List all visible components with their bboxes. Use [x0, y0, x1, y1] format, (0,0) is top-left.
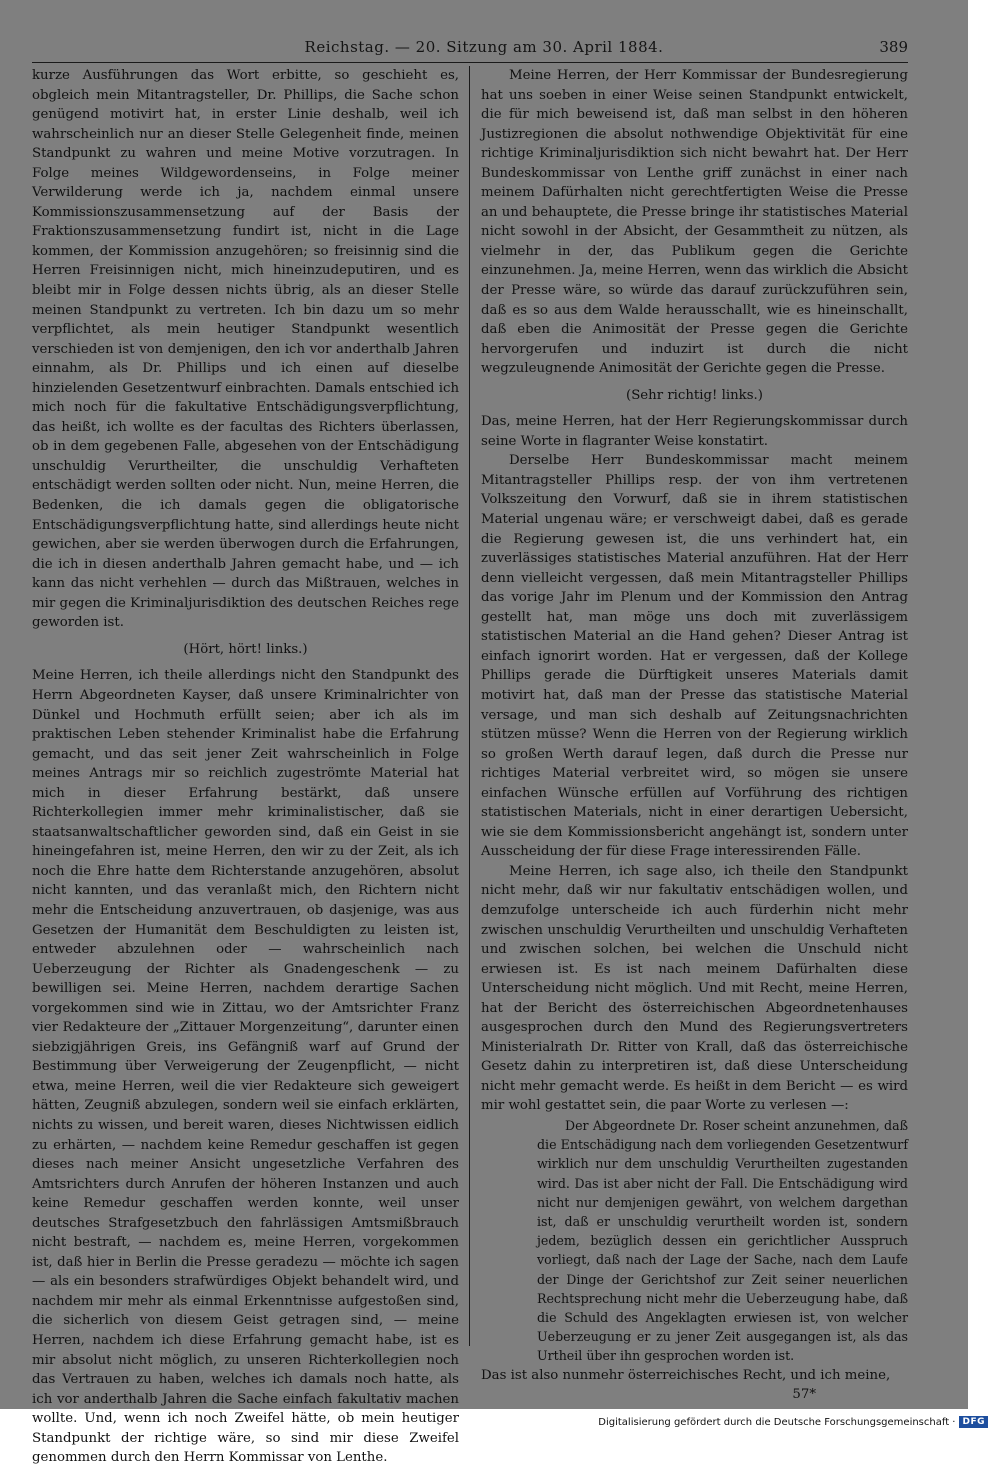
digitization-credit [598, 1416, 988, 1428]
left-paragraph-1: kurze Ausführungen das Wort erbitte, so geschieht es, obgleich mein Mitantragsteller, Dr. Phillips, die Sache schon genügend motivirt hat, in erster Linie deshalb, weil ich wahrscheinlich nur an dieser Stelle Gelegenheit finde, meinen Standpunkt zu wahren und meine Motive vorzutragen. In Folge meines Wildgewordenseins, in Folge meiner Verwilderung werde ich ja, nachdem einmal unsere Kommissionszusammensetzung auf der Basis der Fraktionszusammensetzung fundirt ist, nicht in die Lage kommen, der Kommission anzugehören; so freisinnig sind die Herren Freisinnigen nicht, mich hineinzudeputiren, und es bleibt mir in Folge dessen nichts übrig, als an dieser Stelle meinen Standpunkt zu vertreten. Ich bin dazu um so mehr verpflichtet, als mein heutiger Standpunkt wesentlich verschieden ist von demjenigen, den ich vor anderthalb Jahren einnahm, als Dr. Phillips und ich einen auf dieselbe hinzielenden Gesetzentwurf einbrachten. Damals entschied ich mich noch für die fakultative Entschädigungsverpflichtung, das heißt, ich wollte es der facultas des Richters überlassen, ob in dem gegebenen Falle, abgesehen von der Entschädigung unschuldig Verurtheilter, die unschuldig Verhafteten entschädigt werden sollten oder nicht. Nun, meine Herren, die Bedenken, die ich damals gegen die obligatorische Entschädigungsverpflichtung hatte, sind allerdings heute nicht gewichen, aber sie werden überwogen durch die Erfahrungen, die ich in diesen anderthalb Jahren gemacht habe, und — ich kann das nicht verhehlen — durch das Mißtrauen, welches in mir gegen die Kriminaljurisdiktion des deutschen Reiches rege geworden ist. [32, 68, 460, 631]
credit-text: Digitalisierung gefördert durch die Deutsche Forschungsgemeinschaft · [598, 1416, 956, 1428]
dfg-logo: DFG [959, 1416, 988, 1428]
left-column [32, 66, 459, 1468]
column-divider [469, 66, 470, 1346]
report-quotation: Der Abgeordnete Dr. Roser scheint anzunehmen, daß die Entschädigung nach dem vorliegenden Gesetzentwurf wirklich nur dem unschuldig Verurtheilten zugestanden wird. Das ist aber nicht der Fall. Die Entschädigung wird nicht nur demjenigen gewährt, von welchem dargethan ist, daß er unschuldig verurtheilt worden ist, sondern jedem, bezüglich dessen ein gerichtlicher Ausspruch vorliegt, daß nach der Lage der Sache, nach dem Laufe der Dinge der Gerichtshof zur Zeit seiner neuerlichen Rechtsprechung nicht mehr die Ueberzeugung habe, daß die Schuld des Angeklagten erwiesen ist, von welcher Ueberzeugung er zu jener Zeit ausgegangen ist, als das Urtheil über ihn gesprochen worden ist. [537, 1117, 908, 1364]
right-paragraph-2: Das, meine Herren, hat der Herr Regierungskommissar durch seine Worte in flagranter Weise konstatirt. [481, 414, 908, 449]
right-paragraph-4: Meine Herren, ich sage also, ich theile den Standpunkt nicht mehr, daß wir nur fakultativ entschädigen wollen, und demzufolge unterscheide ich auch fürderhin nicht mehr zwischen unschuldig Verurtheilten und unschuldig Verhafteten und zwischen solchen, bei welchen die Unschuld nicht erwiesen ist. Es ist nach meinem Dafürhalten diese Unterscheidung nicht möglich. Und mit Recht, meine Herren, hat der Bericht des österreichischen Abgeordnetenhauses ausgesprochen durch den Mund des Regierungsvertreters Ministerialrath Dr. Ritter von Krall, daß das österreichische Gesetz dahin zu interpretiren ist, daß diese Unterscheidung nicht mehr gemacht werde. Es heißt in dem Bericht — es wird mir wohl gestattet sein, die paar Worte zu verlesen —: [481, 863, 908, 1114]
header-rule [32, 62, 908, 63]
page-number: 389 [879, 38, 908, 56]
page-header-title: Reichstag. — 20. Sitzung am 30. April 1884. [304, 38, 664, 56]
left-interjection: (Hört, hört! links.) [183, 641, 308, 657]
right-interjection: (Sehr richtig! links.) [626, 387, 763, 403]
right-paragraph-5: Das ist also nunmehr österreichisches Recht, und ich meine, [481, 1367, 891, 1383]
right-paragraph-1: Meine Herren, der Herr Kommissar der Bundesregierung hat uns soeben in einer Weise seinen Standpunkt entwickelt, die für mich beweisend ist, daß man selbst in den höheren Justizregionen die absolut nothwendige Objektivität für eine richtige Kriminaljurisdiktion sich nicht bewahrt hat. Der Herr Bundeskommissar von Lenthe griff zunächst in einer nach meinem Dafürhalten nicht gerechtfertigten Weise die Presse an und behauptete, die Presse bringe ihr statistisches Material nicht sowohl in der Absicht, der Gesammtheit zu nützen, als vielmehr in der, das Publikum gegen die Gerichte einzunehmen. Ja, meine Herren, wenn das wirklich die Absicht der Presse wäre, so würde das darauf zurückzuführen sein, daß es so aus dem Walde herausschallt, wie es hineinschallt, daß eben die Animosität der Presse gegen die Gerichte hervorgerufen und induzirt ist durch die nicht wegzuleugnende Animosität der Gerichte gegen die Presse. [481, 68, 908, 377]
right-paragraph-3: Derselbe Herr Bundeskommissar macht meinem Mitantragsteller Phillips resp. der von ihm vertretenen Volkszeitung den Vorwurf, daß sie in ihrem statistischen Material ungenau wäre; er verschweigt dabei, daß es gerade die Regierung gewesen ist, die uns verhindert hat, ein zuverlässiges statistisches Material anzuführen. Hat der Herr denn vielleicht vergessen, daß mein Mitantragsteller Phillips das vorige Jahr im Plenum und der Kommission den Antrag gestellt hat, man möge uns doch mit zuverlässigem statistischen Material an die Hand gehen? Dieser Antrag ist einfach ignorirt worden. Hat er vergessen, daß der Kollege Phillips gerade die Dürftigkeit unseres Materials damit motivirt hat, daß man der Presse das statistische Material versage, und man sich deshalb auf Zeitungsnachrichten stützen müsse? Wenn die Herren von der Regierung wirklich so großen Werth darauf legen, daß durch die Presse nur richtiges Material verbreitet wird, so mögen sie unsere einfachen Wünsche erfüllen auf Vorführung des richtigen statistischen Materials, nicht in einer derartigen Uebersicht, wie sie dem Kommissionsbericht angehängt ist, sondern unter Ausscheidung der für diese Frage interessirenden Fälle. [481, 453, 908, 860]
signature-mark: 57* [792, 1387, 816, 1403]
left-paragraph-2: Meine Herren, ich theile allerdings nicht den Standpunkt des Herrn Abgeordneten Kayser, daß unsere Kriminalrichter von Dünkel und Hochmuth erfüllt seien; aber ich als im praktischen Leben stehender Kriminalist habe die Erfahrung gemacht, und das seit jener Zeit wahrscheinlich in Folge meines Antrags mir so reichlich zugeströmte Material hat mich in dieser Erfahrung bestärkt, daß unsere Richterkollegien immer mehr kriminalistischer, daß sie staatsanwaltschaftlicher geworden sind, daß ein Geist in sie hineingefahren ist, meine Herren, den wir zu der Zeit, als ich noch die Ehre hatte dem Richterstande anzugehören, absolut nicht kannten, und das veranlaßt mich, den Richtern nicht mehr die Entscheidung anzuvertrauen, ob dasjenige, was aus Gesetzen der Humanität dem Beschuldigten zu leisten ist, entweder abzulehnen oder — wahrscheinlich nach Ueberzeugung der Richter als Gnadengeschenk — zu bewilligen sei. Meine Herren, nachdem derartige Sachen vorgekommen sind wie in Zittau, wo der Amtsrichter Franz vier Redakteure der „Zittauer Morgenzeitung“, darunter einen siebzigjährigen Greis, ins Gefängniß warf auf Grund der Bestimmung über Verweigerung der Zeugenpflicht, — nicht etwa, meine Herren, weil die vier Redakteure sich geweigert hätten, Zeugniß abzulegen, sondern weil sie einfach erklärten, nichts zu wissen, und bereit waren, dieses Nichtwissen eidlich zu erhärten, — nachdem keine Remedur geschaffen ist gegen dieses nach meiner Ansicht ungesetzliche Verfahren des Amtsrichters durch Anrufen der höheren Instanzen und auch keine Remedur geschaffen werden konnte, weil unser deutsches Strafgesetzbuch den fahrlässigen Amtsmißbrauch nicht bestraft, — nachdem es, meine Herren, vorgekommen ist, daß hier in Berlin die Presse geradezu — möchte ich sagen — als ein besonders strafwürdiges Objekt behandelt wird, und nachdem mir mehr als einmal Erkenntnisse aufgestoßen sind, die sicherlich von diesem Geist getragen sind, — meine Herren, nachdem ich diese Erfahrung gemacht habe, ist es mir absolut nicht möglich, zu unseren Richterkollegien noch das Vertrauen zu haben, welches ich damals noch hatte, als ich vor anderthalb Jahren die Sache einfach fakultativ machen wollte. Und, wenn ich noch Zweifel hätte, ob mein heutiger Standpunkt der richtige wäre, so sind mir diese Zweifel genommen durch den Herrn Kommissar von Lenthe. [32, 668, 459, 1466]
right-column [481, 66, 908, 1405]
